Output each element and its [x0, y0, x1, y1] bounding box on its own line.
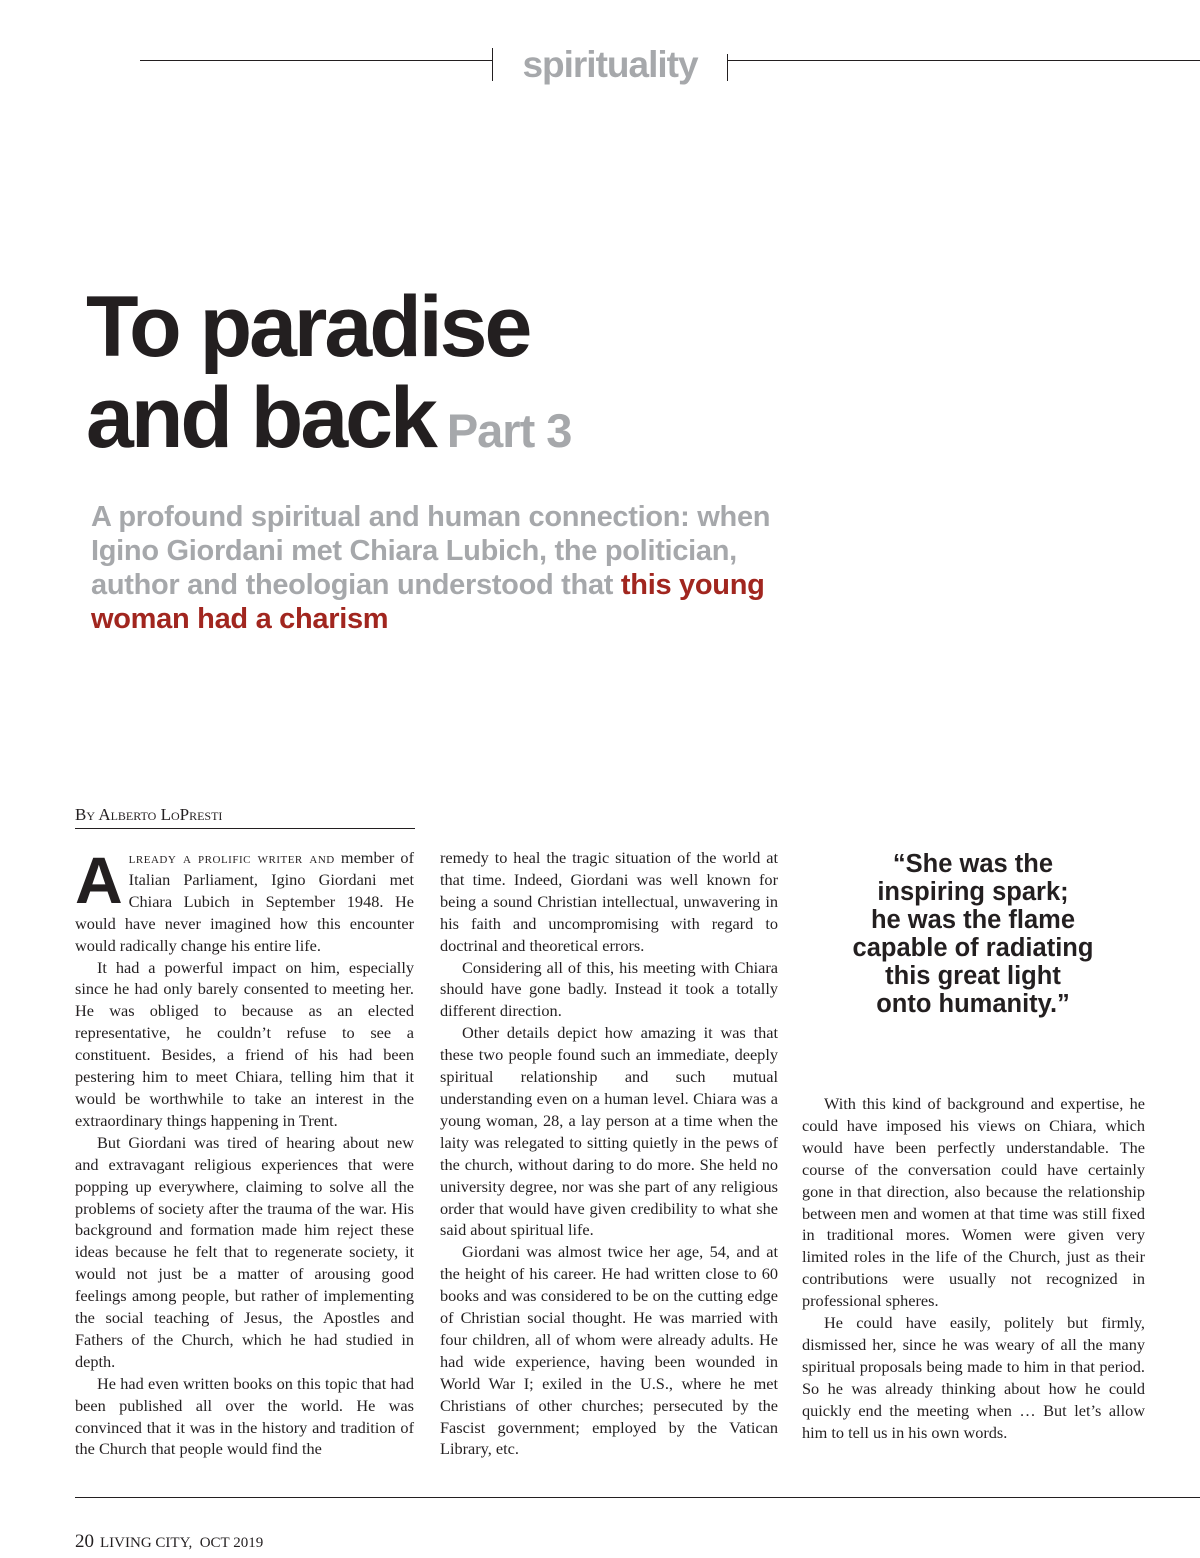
- paragraph-text: member of Italian Parliament, Igino Giordani met Chiara Lubich in September 1948. He would have never imagined how this encounter would radically change his entire life.: [75, 848, 414, 955]
- byline: By Alberto LoPresti: [75, 805, 223, 824]
- pull-quote: [820, 850, 1126, 1018]
- section-rule-tick-right: [727, 54, 728, 81]
- pull-quote-line: inspiring spark;: [877, 878, 1069, 906]
- section-label: spirituality: [522, 44, 698, 85]
- page-footer: [75, 1532, 263, 1553]
- paragraph: But Giordani was tired of hearing about new and extravagant religious experiences that were popping up everywhere, claiming to solve all the problems of society after the trauma of the war. His background and formation made him reject these ideas because he felt that to regenerate society, it would not just be a matter of arousing good feelings among people, but rather of implementing the social teaching of Jesus, the Apostles and Fathers of the Church, which he had studied in depth.: [75, 1132, 414, 1371]
- article-deck: [91, 500, 791, 636]
- pull-quote-line: capable of radiating: [852, 934, 1094, 962]
- paragraph: [75, 843, 414, 957]
- article-title-main: and back: [86, 370, 435, 466]
- drop-cap: A: [75, 843, 123, 917]
- byline-rule: [75, 828, 415, 829]
- deck-text: A profound spiritual and human connection: when Igino Giordani met Chiara Lubich, the politician, author and theologian understood that: [91, 501, 771, 601]
- paragraph: remedy to heal the tragic situation of the world at that time. Indeed, Giordani was well known for being a sound Christian intellectual, unwavering in his faith and uncompromising with regard to doctrinal and theoretical errors.: [440, 848, 778, 955]
- paragraph: It had a powerful impact on him, especially since he had only barely consented to meeting her. He was obliged to because as an elected representative, he couldn’t refuse to see a constituent. Besides, a friend of his had been pestering him to meet Chiara, telling him that it would be worthwhile to take an interest in the extraordinary things happening in Trent.: [75, 957, 414, 1130]
- section-rule-tick-left: [492, 48, 493, 81]
- section-rule-right: [728, 60, 1200, 61]
- lead-in-small-caps: lready a prolific writer and: [128, 848, 335, 867]
- paragraph: He had even written books on this topic that had been published all over the world. He was convinced that it was in the history and tradition of the Church that people would find the: [75, 1373, 414, 1459]
- page-number: 20: [75, 1531, 94, 1552]
- paragraph: Considering all of this, his meeting with Chiara should have gone badly. Instead it took a totally different direction.: [440, 957, 778, 1021]
- pull-quote-line: he was the flame: [870, 906, 1076, 934]
- article-title-line1: To paradise: [86, 279, 530, 375]
- article-title-line2: [86, 370, 571, 479]
- issue-date: OCT 2019: [199, 1535, 264, 1551]
- article-column-3: [802, 1093, 1145, 1444]
- footer-rule: [75, 1497, 1200, 1498]
- pull-quote-line: “She was the: [892, 850, 1054, 878]
- pull-quote-line: onto humanity.”: [876, 990, 1070, 1018]
- paragraph: With this kind of background and expertise, he could have imposed his views on Chiara, which would have been perfectly understandable. The course of the conversation could have certainly gone in that direction, also because the relationship between men and women at that time was still fixed in traditional mores. Women were given very limited roles in the life of the Church, just as their contributions were usually not recognized in professional spheres.: [802, 1094, 1145, 1311]
- section-rule-left: [140, 60, 492, 61]
- deck-highlight: this young woman had a charism: [91, 569, 765, 635]
- article-column-2: [440, 847, 778, 1460]
- pull-quote-line: this great light: [885, 962, 1061, 990]
- publication-name: LIVING CITY,: [100, 1535, 193, 1551]
- article-title-part: Part 3: [446, 404, 572, 457]
- paragraph: Other details depict how amazing it was that these two people found such an immediate, deeply spiritual relationship and such mutual understanding even on a human level. Chiara was a young woman, 28, a lay person at a time when the laity was relegated to sitting quietly in the pews of the church, without daring to do more. She held no university degree, nor was she part of any religious order that would have given credibility to what she said about spiritual life.: [440, 1023, 778, 1240]
- article-column-1: [75, 843, 414, 1460]
- paragraph: Giordani was almost twice her age, 54, and at the height of his career. He had written close to 60 books and was considered to be on the cutting edge of Christian social thought. He was married with four children, all of whom were already adults. He had wide experience, having been wounded in World War I; exiled in the U.S., where he met Christians of other churches; persecuted by the Fascist government; employed by the Vatican Library, etc.: [440, 1242, 778, 1459]
- paragraph: He could have easily, politely but firmly, dismissed her, since he was weary of all the many spiritual proposals being made to him in that period. So he was already thinking about how he could quickly end the meeting when … But let’s allow him to tell us in his own words.: [802, 1313, 1145, 1442]
